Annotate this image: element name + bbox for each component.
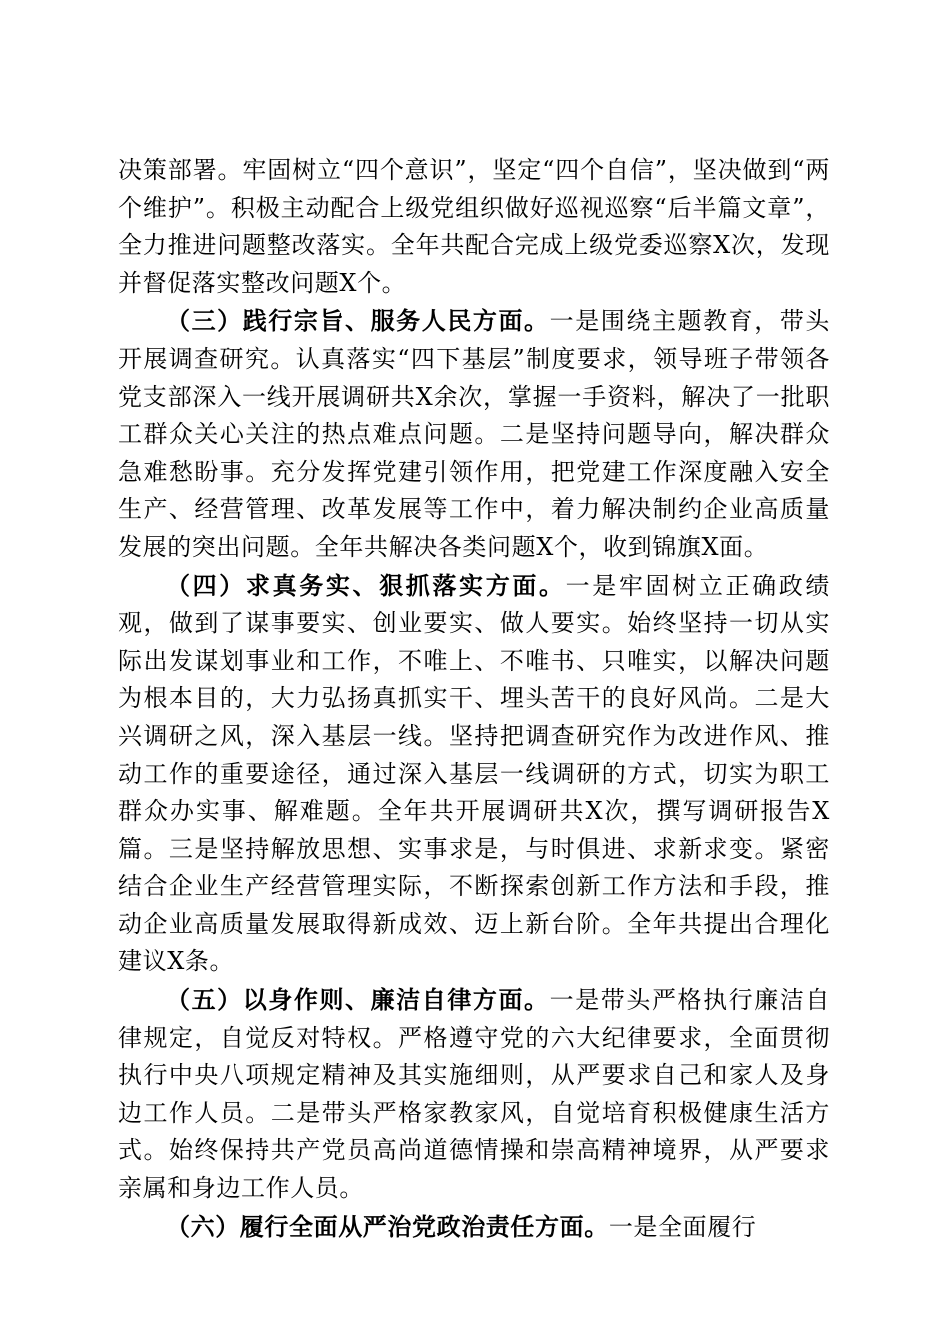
paragraph-section-4 <box>118 567 830 982</box>
paragraph-text: 决策部署。牢固树立“四个意识”，坚定“四个自信”，坚决做到“两个维护”。积极主动配合上级党组织做好巡视巡察“后半篇文章”，全力推进问题整改落实。全年共配合完成上级党委巡察X次，发现并督促落实整改问题X个。 <box>118 156 830 297</box>
paragraph-text: 一是牢固树立正确政绩观，做到了谋事要实、创业要实、做人要实。始终坚持一切从实际出发谋划事业和工作，不唯上、不唯书、只唯实，以解决问题为根本目的，大力弘扬真抓实干、埋头苦干的良好风尚。二是大兴调研之风，深入基层一线。坚持把调查研究作为改进作风、推动工作的重要途径，通过深入基层一线调研的方式，切实为职工群众办实事、解难题。全年共开展调研共X次，撰写调研报告X篇。三是坚持解放思想、实事求是，与时俱进、求新求变。紧密结合企业生产经营管理实际，不断探索创新工作方法和手段，推动企业高质量发展取得新成效、迈上新台阶。全年共提出合理化建议X条。 <box>118 571 830 976</box>
section-heading-6: （六）履行全面从严治党政治责任方面。 <box>166 1211 609 1241</box>
section-heading-3: （三）践行宗旨、服务人民方面。 <box>166 306 550 336</box>
document-body <box>118 152 830 1246</box>
paragraph-text: 一是全面履行 <box>608 1212 757 1241</box>
section-heading-4: （四）求真务实、狠抓落实方面。 <box>166 570 566 600</box>
paragraph-continuation <box>118 152 830 302</box>
paragraph-section-3 <box>118 302 830 566</box>
paragraph-section-5 <box>118 981 830 1208</box>
paragraph-text: 一是带头严格执行廉洁自律规定，自觉反对特权。严格遵守党的六大纪律要求，全面贯彻执行中央八项规定精神及其实施细则，从严要求自己和家人及身边工作人员。二是带头严格家教家风，自觉培育积极健康生活方式。始终保持共产党员高尚道德情操和崇高精神境界，从严要求亲属和身边工作人员。 <box>118 986 830 1203</box>
paragraph-text: 一是围绕主题教育，带头开展调查研究。认真落实“四下基层”制度要求，领导班子带领各党支部深入一线开展调研共X余次，掌握一手资料，解决了一批职工群众关心关注的热点难点问题。二是坚持问题导向，解决群众急难愁盼事。充分发挥党建引领作用，把党建工作深度融入安全生产、经营管理、改革发展等工作中，着力解决制约企业高质量发展的突出问题。全年共解决各类问题X个，收到锦旗X面。 <box>118 307 830 561</box>
section-heading-5: （五）以身作则、廉洁自律方面。 <box>166 985 550 1015</box>
paragraph-section-6 <box>118 1208 830 1247</box>
